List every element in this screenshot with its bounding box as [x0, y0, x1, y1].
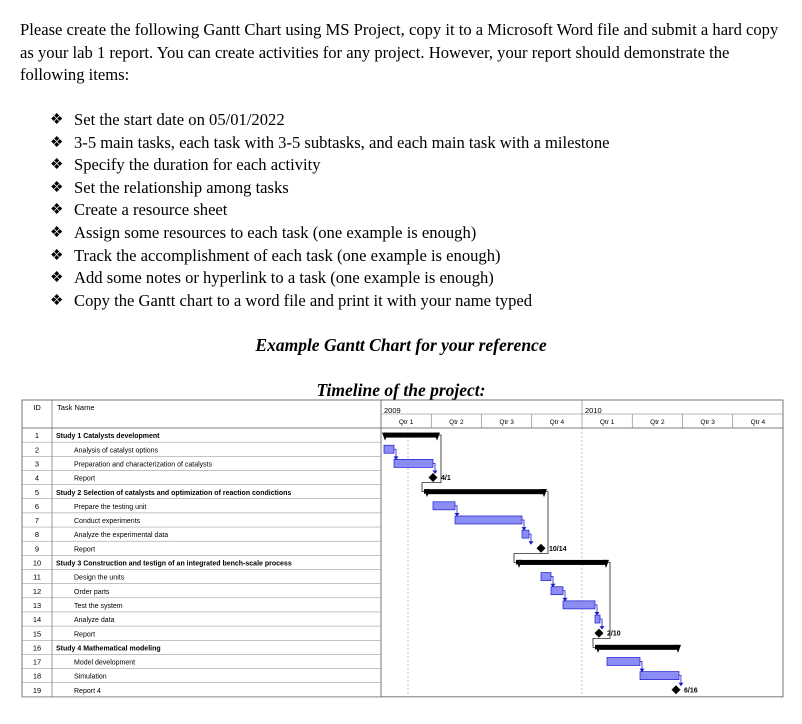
task-id: 18: [32, 671, 42, 681]
task-name: Conduct experiments: [74, 518, 141, 526]
year-label: 2009: [384, 406, 401, 415]
task-bar: [541, 573, 551, 581]
diamond-bullet-icon: ❖: [50, 270, 64, 287]
task-name: Study 2 Selection of catalysts and optimization of reaction condictions: [56, 489, 292, 497]
milestone-diamond-icon: [537, 544, 546, 553]
diamond-bullet-icon: ❖: [50, 112, 64, 128]
task-id: 5: [34, 487, 40, 497]
task-id: 1: [34, 431, 40, 441]
task-name: Study 1 Catalysts development: [56, 433, 160, 441]
diamond-bullet-icon: ❖: [50, 202, 64, 219]
diamond-bullet-icon: ❖: [50, 179, 64, 196]
task-name: Simulation: [74, 673, 107, 681]
task-id: 7: [34, 516, 40, 526]
task-id: 12: [32, 586, 42, 596]
task-name: Analyze data: [74, 617, 115, 625]
quarter-label: Qtr 3: [499, 419, 514, 426]
quarter-label: Qtr 3: [700, 419, 715, 426]
milestone-date-label: 2/10: [607, 630, 621, 638]
task-bar: [394, 459, 433, 467]
task-bar: [384, 445, 394, 453]
requirement-item: ❖ Add some notes or hyperlink to a task (one example is enough): [50, 267, 610, 290]
task-name: Study 3 Construction and testign of an integrated bench-scale process: [56, 560, 292, 568]
header-id: ID: [33, 403, 41, 412]
requirement-item: ❖ Specify the duration for each activity: [50, 154, 610, 177]
diamond-bullet-icon: ❖: [50, 292, 64, 309]
requirement-item: ❖ Copy the Gantt chart to a word file and print it with your name typed: [50, 290, 610, 313]
task-name: Test the system: [74, 602, 123, 610]
quarter-label: Qtr 1: [398, 419, 414, 426]
example-caption: Example Gantt Chart for your reference: [255, 335, 547, 355]
intro-paragraph: Please create the following Gantt Chart using MS Project, copy it to a Microsoft Word file and submit a hard copy as your lab 1 report. You can create activities for any project. However, your report should demonstrate the following items:: [20, 20, 779, 84]
requirement-item: ❖ 3-5 main tasks, each task with 3-5 subtasks, and each main task with a milestone: [50, 132, 610, 155]
milestone-diamond-icon: [672, 685, 681, 694]
header-task-name: Task Name: [57, 403, 95, 412]
task-name: Report 4: [74, 687, 101, 695]
milestone-diamond-icon: [595, 629, 604, 638]
requirement-item: ❖ Create a resource sheet: [50, 199, 610, 222]
task-id: 3: [34, 459, 40, 469]
task-name: Report: [74, 631, 96, 639]
task-bar: [433, 502, 455, 510]
summary-bar: [518, 560, 607, 565]
requirement-item: ❖ Assign some resources to each task (one example is enough): [50, 222, 610, 245]
quarter-label: Qtr 2: [449, 419, 464, 426]
milestone-date-label: 4/1: [441, 475, 451, 483]
task-name: Report: [74, 475, 96, 483]
requirement-item: ❖ Track the accomplishment of each task (one example is enough): [50, 245, 610, 268]
task-id: 8: [34, 530, 40, 540]
summary-bar: [597, 645, 679, 650]
task-bar: [595, 615, 600, 623]
task-name: Model development: [74, 659, 136, 667]
dependency-link: [514, 492, 548, 563]
summary-bar: [384, 433, 438, 438]
quarter-label: Qtr 4: [549, 419, 565, 426]
task-name: Preparation and characterization of catalysts: [74, 461, 213, 469]
diamond-bullet-icon: ❖: [50, 224, 64, 241]
task-name: Analysis of catalyst options: [74, 447, 159, 455]
diamond-bullet-icon: ❖: [50, 134, 64, 151]
task-id: 9: [34, 544, 40, 554]
task-name: Report: [74, 546, 96, 554]
task-id: 17: [32, 657, 42, 667]
requirement-item: ❖ Set the start date on 05/01/2022: [50, 109, 610, 132]
summary-bar: [426, 489, 545, 494]
task-bar: [640, 672, 679, 680]
task-bar: [551, 587, 563, 595]
dependency-arrow-icon: [600, 626, 605, 630]
quarter-label: Qtr 4: [750, 419, 766, 426]
quarter-label: Qtr 1: [599, 419, 615, 426]
task-id: 19: [32, 685, 42, 695]
requirement-item: ❖ Set the relationship among tasks: [50, 177, 610, 200]
milestone-date-label: 6/16: [684, 687, 698, 695]
task-id: 6: [34, 501, 40, 511]
task-id: 13: [32, 600, 42, 610]
milestone-date-label: 10/14: [549, 545, 567, 553]
task-bar: [455, 516, 522, 524]
milestone-diamond-icon: [429, 473, 438, 482]
task-name: Prepare the testing unit: [74, 503, 147, 511]
task-name: Order parts: [74, 588, 110, 596]
task-bar: [607, 657, 640, 665]
task-id: 11: [33, 572, 41, 582]
task-id: 2: [34, 445, 40, 455]
task-bar: [522, 530, 529, 538]
task-name: Study 4 Mathematical modeling: [56, 645, 161, 653]
task-id: 10: [32, 558, 42, 568]
dependency-arrow-icon: [529, 541, 534, 545]
diamond-bullet-icon: ❖: [50, 247, 64, 264]
task-id: 14: [32, 615, 42, 625]
task-id: 16: [32, 643, 42, 653]
task-id: 4: [34, 473, 40, 483]
diamond-bullet-icon: ❖: [50, 157, 64, 174]
dependency-arrow-icon: [679, 683, 684, 687]
task-id: 15: [32, 629, 42, 639]
task-bar: [563, 601, 595, 609]
timeline-caption: Timeline of the project:: [316, 380, 486, 400]
year-label: 2010: [585, 406, 602, 415]
task-name: Analyze the experimental data: [74, 532, 169, 540]
quarter-label: Qtr 2: [650, 419, 665, 426]
task-name: Design the units: [74, 574, 125, 582]
